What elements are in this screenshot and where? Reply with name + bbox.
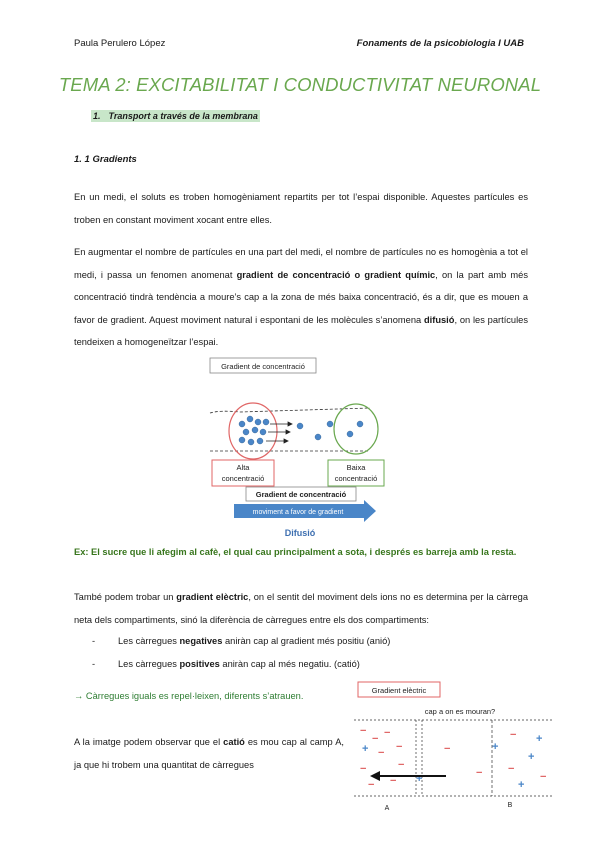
particle (315, 434, 321, 440)
page-title: TEMA 2: EXCITABILITAT I CONDUCTIVITAT NEURONAL (58, 74, 542, 95)
tube-top-line (210, 408, 370, 413)
p4-bold-catio: catió (223, 737, 245, 747)
section-label: Transport a través de la membrana (108, 111, 258, 121)
section-heading (91, 111, 260, 121)
label-a: A (384, 805, 390, 812)
bullet-list (92, 630, 390, 675)
particle (327, 421, 333, 427)
svg-text:+: + (518, 779, 525, 791)
p3-bold-gradient-electric: gradient elèctric (176, 592, 249, 602)
svg-text:−: − (444, 743, 451, 755)
svg-text:+: + (416, 773, 423, 785)
example-text: Ex: El sucre que li afegim al cafè, el qual cau principalment a sota, i després es barreja amb la resta. (74, 547, 517, 557)
svg-text:−: − (368, 779, 375, 791)
paragraph-4 (74, 731, 344, 776)
particles (239, 416, 363, 445)
fig1-title: Gradient de concentració (221, 362, 305, 371)
svg-text:+: + (362, 743, 369, 755)
svg-text:−: − (510, 729, 517, 741)
header-course: Fonaments de la psicobiologia I UAB (356, 38, 524, 49)
fig2-title: Gradient elèctric (371, 686, 427, 695)
particle (243, 429, 249, 435)
svg-text:−: − (540, 771, 547, 783)
p2-text-e: , on les partícules tendeixen a homogeneïtzar l’espai. (74, 314, 528, 348)
low-label-2: concentració (334, 474, 378, 483)
p2-text-c: , on la part amb més concentració tindrà tendència a moure’s cap a la zona de més baixa concentració, és a dir, que es mouen a favor de gradient. Aquest moviment natural i espontani de les molècules s’anomena (74, 269, 528, 325)
particle (347, 431, 353, 437)
svg-text:−: − (396, 741, 403, 753)
charges-note: → Càrregues iguals es repel·leixen, diferents s’atrauen. (74, 691, 304, 701)
p2-bold-difusio: difusió (423, 314, 455, 325)
particle (260, 429, 266, 435)
low-label-1: Baixa (346, 463, 366, 472)
particle (252, 427, 258, 433)
diffusion-label: Difusió (284, 528, 316, 538)
particle (247, 416, 253, 422)
particle (255, 419, 261, 425)
electric-gradient-figure (352, 680, 556, 820)
bullet-item: - Les càrregues positives aniràn cap al més negatiu. (catió) (92, 658, 360, 669)
p4-text-c: es mou cap al camp A, ja que hi trobem una quantitat de càrregues (74, 737, 344, 770)
p3-text-a: També podem trobar un (74, 592, 177, 602)
svg-text:−: − (390, 775, 397, 787)
svg-text:−: − (508, 763, 515, 775)
particle (263, 419, 269, 425)
p3-text-c: , on el sentit del moviment dels ions no es determina per la càrrega neta dels compartiments, sinó la diferència de càrregues entre els dos compartiments: (74, 592, 528, 625)
svg-text:−: − (360, 725, 367, 737)
svg-text:−: − (360, 763, 367, 775)
svg-text:+: + (492, 741, 499, 753)
paragraph-3 (74, 586, 528, 631)
svg-text:−: − (378, 747, 385, 759)
subsection-heading: 1. 1 Gradients (74, 154, 137, 165)
bullet-item: - Les càrregues negatives aniràn cap al gradient més positiu (anió) (92, 636, 391, 646)
particle (297, 423, 303, 429)
low-concentration-circle (334, 404, 378, 454)
paragraph-1: En un medi, el soluts es troben homogèniament repartits per tot l’espai disponible. Aquestes partícules es troben en constant moviment xocant entre elles. (74, 192, 528, 225)
diffusion-arrow-text: moviment a favor de gradient (252, 509, 344, 516)
svg-text:−: − (372, 733, 379, 745)
high-label-2: concentració (221, 474, 265, 483)
particle-arrows (266, 422, 292, 443)
concentration-gradient-figure (200, 356, 410, 542)
p2-text-a: En augmentar el nombre de partícules en una part del medi, el nombre de partícules no es homogènia a tot el medi, i passa un fenomen anomenat (74, 247, 528, 280)
paragraph-2 (74, 241, 528, 354)
fig2-question: cap a on es mouran? (424, 707, 496, 716)
charges (360, 725, 546, 791)
section-highlight (91, 110, 260, 122)
svg-text:−: − (384, 727, 391, 739)
header-author: Paula Perulero López (74, 38, 166, 49)
section-number: 1. (93, 111, 101, 121)
svg-text:+: + (536, 733, 543, 745)
particle (239, 421, 245, 427)
svg-text:−: − (476, 767, 483, 779)
gradient-label: Gradient de concentració (255, 490, 347, 499)
high-label-1: Alta (236, 463, 250, 472)
label-b: B (507, 802, 513, 809)
p2-bold-gradient: gradient de concentració o gradient químic (236, 269, 436, 280)
particle (239, 437, 245, 443)
svg-text:+: + (528, 751, 535, 763)
svg-text:−: − (398, 759, 405, 771)
particle (248, 439, 254, 445)
particle (357, 421, 363, 427)
particle (257, 438, 263, 444)
p4-text-a: A la imatge podem observar que el (74, 737, 224, 747)
